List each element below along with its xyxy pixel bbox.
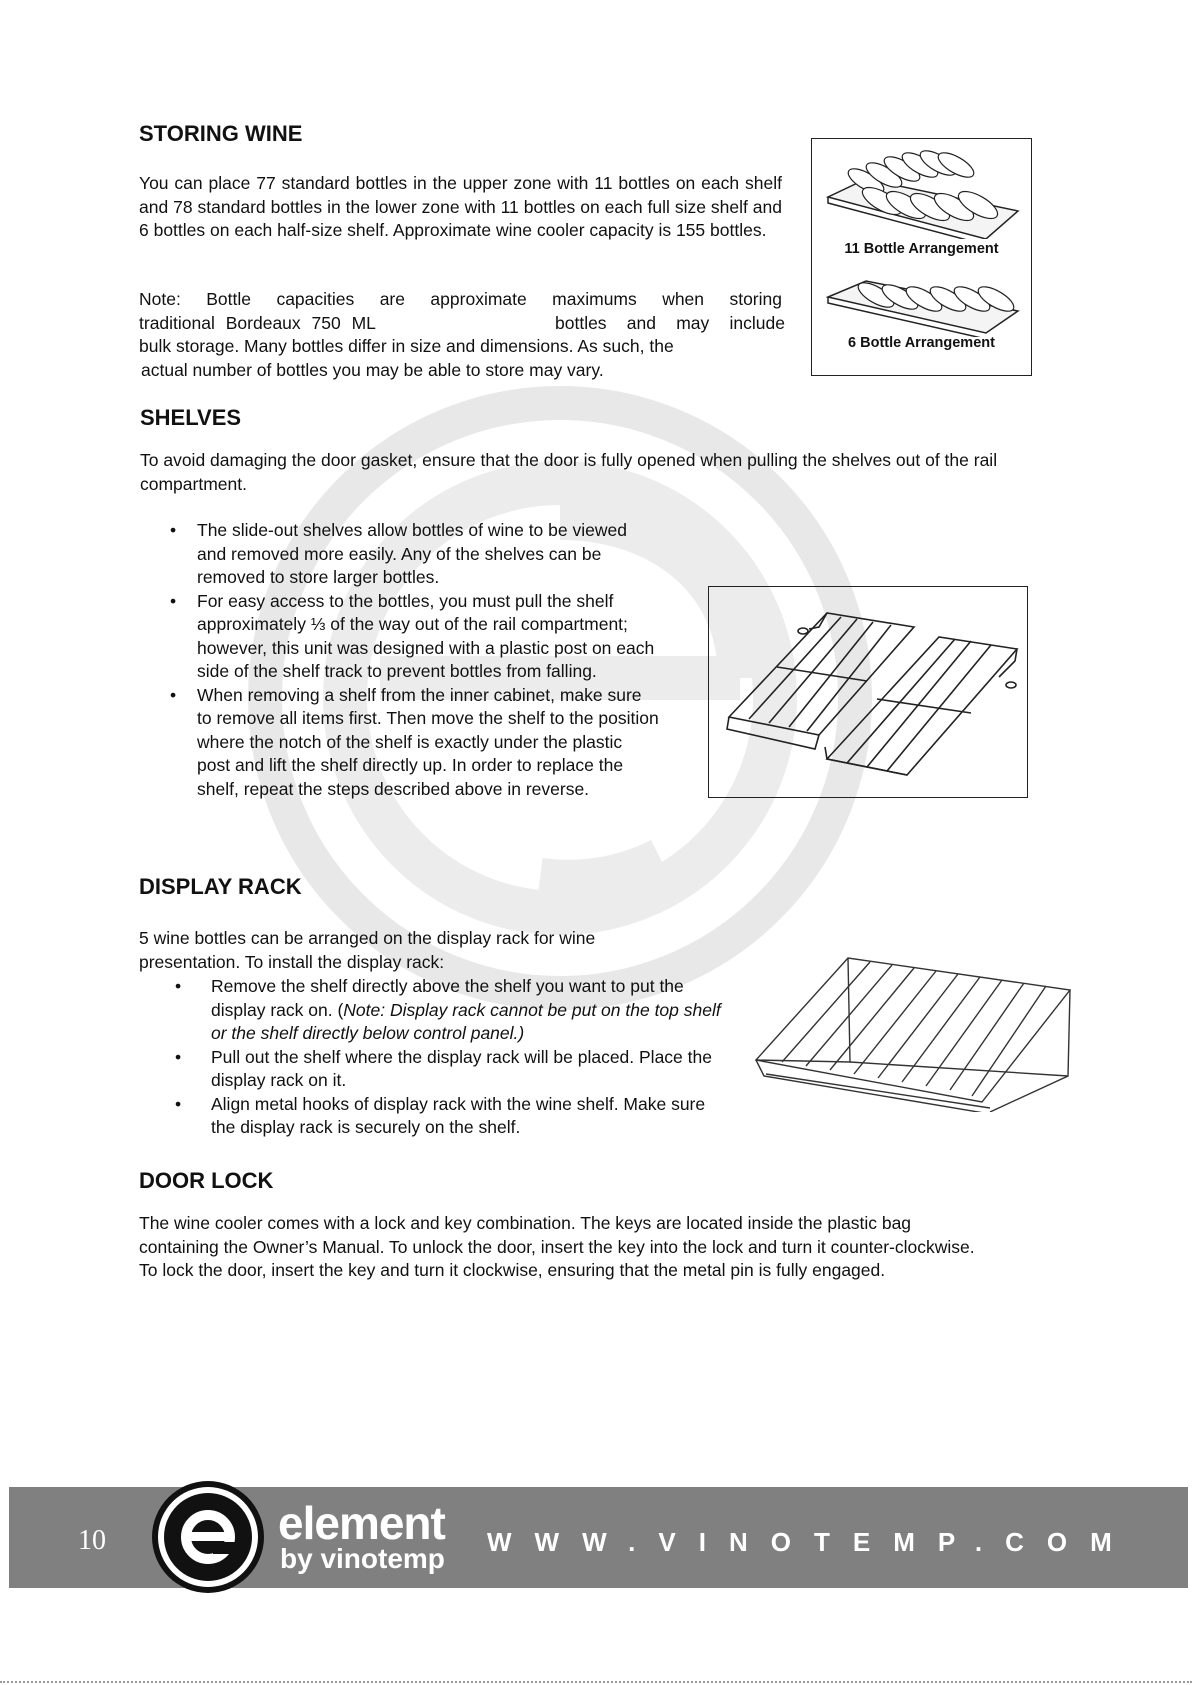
page-number: 10 bbox=[78, 1525, 106, 1556]
slide-out-shelf-figure bbox=[708, 586, 1028, 798]
door-lock-line-1: The wine cooler comes with a lock and key combination. The keys are located inside the plastic bag bbox=[139, 1213, 912, 1233]
door-lock-line-2: containing the Owner’s Manual. To unlock the door, insert the key into the lock and turn it counter-clockwise. bbox=[139, 1236, 975, 1257]
page-divider bbox=[0, 1681, 1192, 1683]
display-rack-bullet-list bbox=[175, 975, 731, 1140]
list-item: • For easy access to the bottles, you must pull the shelf approximately ⅓ of the way out of the rail compartment; however, this unit was designed with a plastic post on each side of the shelf track to prevent bottles from falling. bbox=[170, 590, 655, 681]
brand-name: element bbox=[278, 1497, 445, 1549]
note-line-1: Note: Bottle capacities are approximate maximums when storing bbox=[139, 289, 782, 309]
caption-11-bottle: 11 Bottle Arrangement bbox=[844, 241, 999, 257]
wire-shelves-icon bbox=[709, 587, 1027, 797]
brand-subtitle: by vinotemp bbox=[280, 1543, 445, 1574]
list-item: • Pull out the shelf where the display rack will be placed. Place the display rack on it. bbox=[175, 1046, 712, 1090]
door-lock-line-3: To lock the door, insert the key and turn it clockwise, ensuring that the metal pin is fully engaged. bbox=[139, 1260, 886, 1280]
note-line-2b: bottles and may include bbox=[555, 312, 785, 333]
display-rack-intro: 5 wine bottles can be arranged on the display rack for wine presentation. To install the display rack: bbox=[139, 928, 596, 972]
shelves-bullet-list bbox=[170, 519, 659, 801]
shelves-intro: To avoid damaging the door gasket, ensure that the door is fully opened when pulling the shelves out of the rail compartment. bbox=[140, 450, 998, 494]
six-bottle-shelf-icon bbox=[826, 267, 1020, 337]
display-rack-note: Note: Display rack cannot be put on the top shelf or the shelf directly below control panel.) bbox=[211, 999, 721, 1043]
bottle-arrangement-figure bbox=[811, 138, 1032, 376]
list-item: • The slide-out shelves allow bottles of wine to be viewed and removed more easily. Any of the shelves can be removed to store larger bottles. bbox=[170, 520, 627, 587]
section-heading-storing-wine: STORING WINE bbox=[139, 121, 303, 146]
section-heading-display-rack: DISPLAY RACK bbox=[139, 874, 302, 899]
caption-6-bottle: 6 Bottle Arrangement bbox=[848, 335, 995, 351]
storing-capacity-paragraph: You can place 77 standard bottles in the upper zone with 11 bottles on each shelf and 78 standard bottles in the lower zone with 11 bottles on each full size shelf and 6 bottles on each half-size shelf. Approximate wine cooler capacity is 155 bottles. bbox=[139, 173, 782, 240]
storing-note bbox=[139, 288, 786, 382]
eleven-bottle-shelf-icon bbox=[826, 149, 1020, 239]
display-rack-wire-icon bbox=[752, 950, 1074, 1112]
list-item: • Remove the shelf directly above the shelf you want to put the display rack on. (Note: Display rack cannot be put on the top shelf or the shelf directly below control panel.) bbox=[175, 976, 721, 1043]
website-url: WWW.VINOTEMP.COM bbox=[487, 1527, 1135, 1557]
section-heading-shelves: SHELVES bbox=[140, 405, 242, 430]
note-line-3: bulk storage. Many bottles differ in size and dimensions. As such, the bbox=[139, 336, 674, 356]
element-e-logo-icon bbox=[149, 1478, 267, 1596]
door-lock-paragraph bbox=[139, 1212, 975, 1283]
note-line-2a: traditional Bordeaux 750 ML bbox=[139, 312, 376, 333]
section-heading-door-lock: DOOR LOCK bbox=[139, 1168, 274, 1193]
note-line-4: actual number of bottles you may be able to store may vary. bbox=[141, 359, 604, 380]
list-item: • When removing a shelf from the inner cabinet, make sure to remove all items first. Then move the shelf to the position where the notch of the shelf is exactly under the plastic post and lift the shelf directly up. In order to replace the shelf, repeat the steps described above in reverse. bbox=[170, 684, 659, 799]
list-item: • Align metal hooks of display rack with the wine shelf. Make sure the display rack is securely on the shelf. bbox=[175, 1093, 706, 1137]
